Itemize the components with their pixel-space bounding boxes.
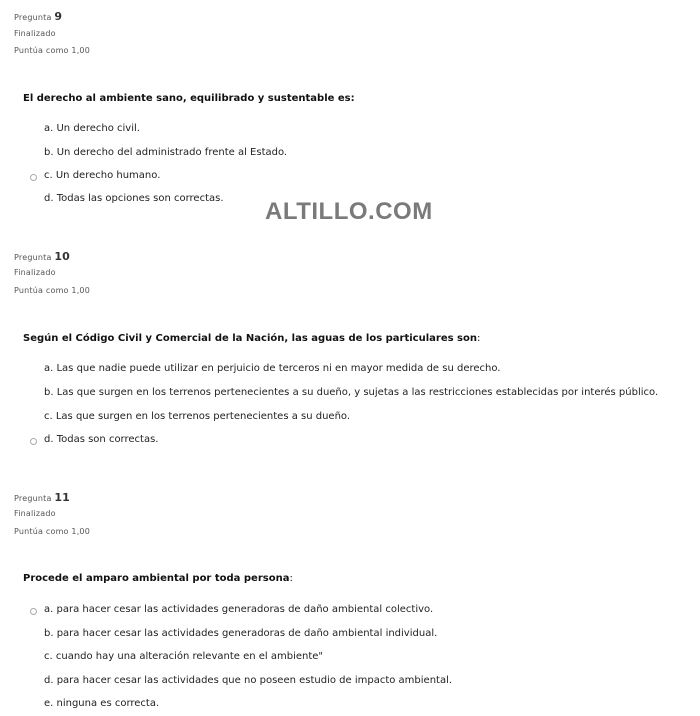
question-label: Pregunta (14, 253, 52, 262)
answer-option[interactable]: c. cuando hay una alteración relevante en el ambiente" (44, 651, 324, 662)
answer-option[interactable]: c. Las que surgen en los terrenos pertenecientes a su dueño. (44, 411, 351, 422)
answer-option[interactable]: c. Un derecho humano. (44, 170, 161, 181)
question-number: 10 (54, 250, 71, 263)
question-score: Puntúa como 1,00 (14, 46, 91, 55)
question-text-main: Procede el amparo ambiental por toda persona (23, 573, 290, 584)
answer-option[interactable]: d. para hacer cesar las actividades que no poseen estudio de impacto ambiental. (44, 675, 453, 686)
answer-option[interactable]: a. Un derecho civil. (44, 123, 140, 134)
question-header (14, 250, 70, 263)
question-number: 9 (54, 10, 63, 23)
answer-option[interactable]: a. Las que nadie puede utilizar en perjuicio de terceros ni en mayor medida de su derecho. (44, 363, 501, 374)
answer-option[interactable]: b. para hacer cesar las actividades generadoras de daño ambiental individual. (44, 628, 438, 639)
question-text-suffix: : (289, 573, 293, 584)
answer-option[interactable]: b. Las que surgen en los terrenos pertenecientes a su dueño, y sujetas a las restricciones establecidas por interés público. (44, 387, 659, 398)
answer-option[interactable]: e. ninguna es correcta. (44, 698, 160, 709)
answer-option[interactable]: b. Un derecho del administrado frente al Estado. (44, 147, 288, 158)
answer-option[interactable]: d. Todas las opciones son correctas. (44, 193, 224, 204)
question-text-suffix: : (476, 333, 481, 344)
question-header (14, 10, 62, 23)
question-text-main: El derecho al ambiente sano, equilibrado y sustentable es: (23, 93, 355, 104)
question-text (23, 333, 480, 344)
question-status: Finalizado (14, 509, 56, 518)
question-text (23, 93, 355, 104)
selected-answer-marker (30, 438, 37, 445)
question-text-main: Según el Código Civil y Comercial de la Nación, las aguas de los particulares son (23, 333, 477, 344)
answer-option[interactable]: d. Todas son correctas. (44, 434, 159, 445)
question-label: Pregunta (14, 494, 52, 503)
watermark: ALTILLO.COM (265, 198, 433, 225)
question-score: Puntúa como 1,00 (14, 286, 91, 295)
question-number: 11 (54, 491, 71, 504)
selected-answer-marker (30, 174, 37, 181)
selected-answer-marker (30, 608, 37, 615)
question-header (14, 491, 70, 504)
answer-option[interactable]: a. para hacer cesar las actividades generadoras de daño ambiental colectivo. (44, 604, 434, 615)
question-label: Pregunta (14, 13, 52, 22)
question-text (23, 573, 293, 584)
question-score: Puntúa como 1,00 (14, 527, 91, 536)
question-status: Finalizado (14, 29, 56, 38)
question-status: Finalizado (14, 268, 56, 277)
